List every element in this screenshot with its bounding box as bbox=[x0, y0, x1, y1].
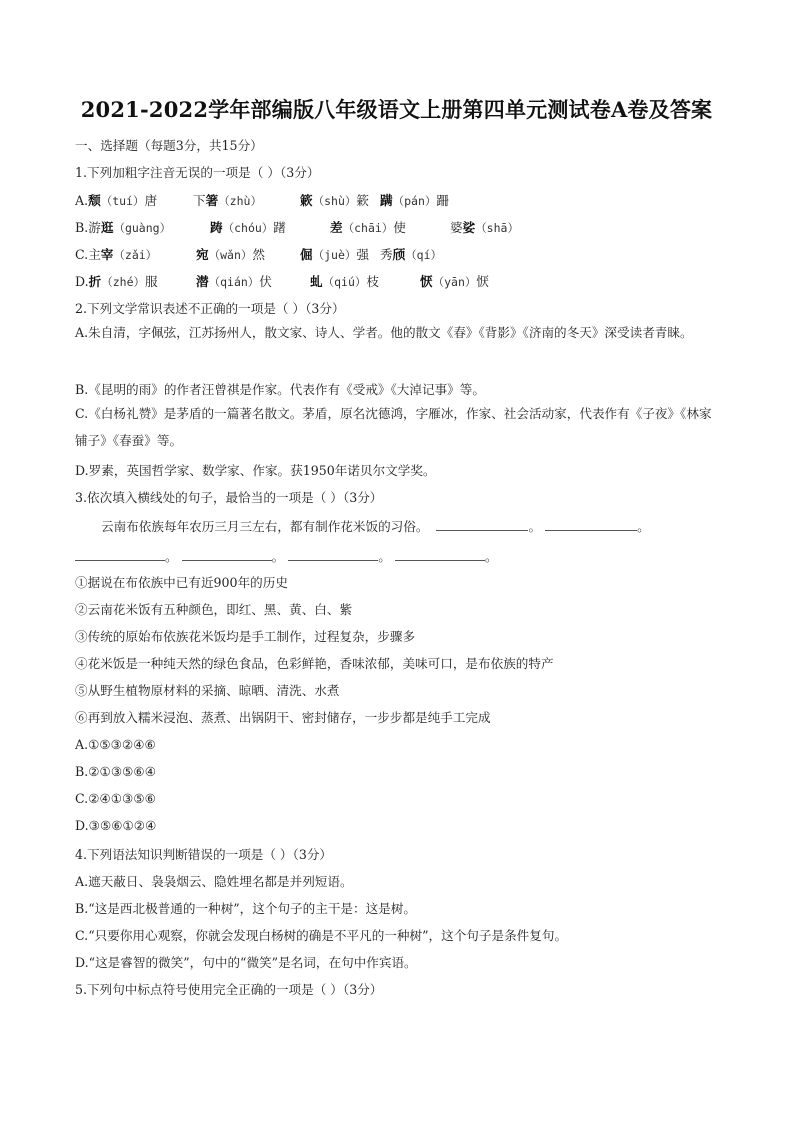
pinyin-item bbox=[450, 219, 519, 237]
option-label: A. bbox=[75, 193, 89, 208]
question-3-option-c: C.②④①③⑤⑥ bbox=[75, 791, 156, 806]
section-heading: 一、选择题（每题3分，共15分） bbox=[75, 138, 263, 153]
pinyin: （qián） bbox=[208, 275, 260, 289]
word-suffix: 使 bbox=[393, 220, 406, 235]
pinyin: （chóu） bbox=[222, 221, 274, 235]
pinyin: （zhù） bbox=[218, 194, 262, 208]
question-2-option-c: C.《白杨礼赞》是茅盾的一篇著名散文。茅盾，原名沈德鸿，字雁冰，作家、社会活动家，代表作有《子夜》《林家铺子》《春蚕》等。 bbox=[75, 406, 712, 448]
blank-period: 。 bbox=[165, 549, 178, 564]
word-suffix: 伏 bbox=[259, 274, 272, 289]
fill-blank-2 bbox=[545, 517, 637, 531]
bold-character: 娑 bbox=[462, 220, 476, 235]
bold-character: 宛 bbox=[196, 247, 209, 262]
option-label: B. bbox=[75, 220, 89, 235]
pinyin-item bbox=[310, 273, 379, 291]
blank-period: 。 bbox=[528, 519, 542, 534]
option-label: D. bbox=[75, 274, 89, 289]
question-3-sentence-6: ⑥再到放入糯米浸泡、蒸煮、出锅阴干、密封储存，一步步都是纯手工完成 bbox=[75, 710, 491, 725]
pinyin: （qí） bbox=[405, 248, 443, 262]
pinyin: （shù） bbox=[312, 194, 357, 208]
pinyin: （zǎi） bbox=[113, 248, 158, 262]
question-2-option-a: A.朱自清，字佩弦，江苏扬州人，散文家、诗人、学者。他的散文《春》《背影》《济南的冬天》深受读者青睐。 bbox=[75, 325, 693, 340]
fill-blank-4 bbox=[182, 547, 272, 561]
bold-character: 虬 bbox=[310, 274, 323, 289]
word-suffix: 躇 bbox=[273, 220, 286, 235]
pinyin: （zhé） bbox=[101, 275, 146, 289]
word-suffix: 枝 bbox=[366, 274, 379, 289]
pinyin-item bbox=[196, 273, 272, 291]
blank-period: 。 bbox=[378, 549, 391, 564]
pinyin-item bbox=[193, 192, 262, 210]
bold-character: 簌 bbox=[300, 193, 313, 208]
word-suffix: 然 bbox=[252, 247, 265, 262]
word-suffix: 强 bbox=[356, 247, 369, 262]
question-3-passage bbox=[75, 517, 650, 536]
bold-character: 颓 bbox=[88, 193, 101, 208]
pinyin: （juè） bbox=[312, 248, 357, 262]
question-4-option-d: D.“这是睿智的微笑”，句中的“微笑”是名词，在句中作宾语。 bbox=[75, 955, 417, 970]
bold-character: 恹 bbox=[420, 274, 433, 289]
word-suffix: 簌 bbox=[356, 193, 369, 208]
question-3-option-a: A.①⑤③②④⑥ bbox=[75, 737, 156, 752]
question-2-option-d: D.罗素，英国哲学家、数学家、作家。获1950年诺贝尔文学奖。 bbox=[75, 463, 436, 478]
bold-character: 颀 bbox=[392, 247, 406, 262]
question-5-stem: 5.下列句中标点符号使用完全正确的一项是（ ）（3分） bbox=[75, 982, 383, 997]
bold-character: 差 bbox=[330, 220, 343, 235]
pinyin: （qiú） bbox=[322, 275, 367, 289]
question-2-stem: 2.下列文学常识表述不正确的一项是（ ）（3分） bbox=[75, 301, 345, 316]
document-title: 2021-2022学年部编版八年级语文上册第四单元测试卷A卷及答案 bbox=[80, 97, 713, 122]
pinyin: （tuí） bbox=[100, 194, 145, 208]
question-3-sentence-1: ①据说在布依族中已有近900年的历史 bbox=[75, 575, 288, 590]
option-label: C. bbox=[75, 247, 89, 262]
pinyin-item bbox=[75, 219, 171, 237]
pinyin: （pán） bbox=[392, 194, 437, 208]
fill-blank-3 bbox=[75, 547, 165, 561]
pinyin-item bbox=[380, 192, 449, 210]
word-suffix: 唐 bbox=[144, 193, 158, 208]
question-3-option-b: B.②①③⑤⑥④ bbox=[75, 764, 156, 779]
bold-character: 踌 bbox=[210, 220, 223, 235]
bold-character: 宰 bbox=[100, 247, 114, 262]
blank-period: 。 bbox=[271, 549, 285, 564]
question-2-option-b: B.《昆明的雨》的作者汪曾祺是作家。代表作有《受戒》《大淖记事》等。 bbox=[75, 382, 485, 397]
pinyin-item bbox=[196, 246, 265, 264]
pinyin-item bbox=[210, 219, 286, 237]
word-prefix: 婆 bbox=[450, 220, 463, 235]
word-suffix: 服 bbox=[145, 274, 158, 289]
blank-period: 。 bbox=[484, 549, 498, 564]
pinyin-item bbox=[300, 192, 369, 210]
question-3-blanks-line bbox=[75, 547, 497, 566]
question-4-stem: 4.下列语法知识判断错误的一项是（ ）（3分） bbox=[75, 847, 333, 862]
question-1-stem: 1.下列加粗字注音无误的一项是（ ）（3分） bbox=[75, 165, 320, 180]
fill-blank-1 bbox=[436, 517, 528, 531]
word-prefix: 主 bbox=[88, 247, 101, 262]
bold-character: 逛 bbox=[100, 220, 114, 235]
blank-period: 。 bbox=[637, 519, 650, 534]
question-3-sentence-3: ③传统的原始布依族花米饭均是手工制作，过程复杂，步骤多 bbox=[75, 629, 416, 644]
pinyin-item bbox=[300, 246, 369, 264]
question-4-option-a: A.遮天蔽日、袅袅烟云、隐姓埋名都是并列短语。 bbox=[75, 874, 353, 889]
word-suffix: 恹 bbox=[476, 274, 489, 289]
bold-character: 蹒 bbox=[380, 193, 393, 208]
word-prefix: 下 bbox=[193, 193, 206, 208]
question-3-sentence-5: ⑤从野生植物原材料的采摘、晾晒、清洗、水煮 bbox=[75, 683, 340, 698]
pinyin: （guàng） bbox=[113, 221, 172, 235]
bold-character: 潜 bbox=[196, 274, 209, 289]
pinyin: （wǎn） bbox=[208, 248, 253, 262]
passage-text: 云南布依族每年农历三月三左右，都有制作花米饭的习俗。 bbox=[101, 519, 429, 534]
pinyin-item bbox=[380, 246, 442, 264]
word-prefix: 秀 bbox=[380, 247, 393, 262]
pinyin-item bbox=[420, 273, 489, 291]
pinyin: （shā） bbox=[475, 221, 519, 235]
bold-character: 折 bbox=[88, 274, 102, 289]
question-4-option-b: B.“这是西北极普通的一种树”，这个句子的主干是：这是树。 bbox=[75, 901, 416, 916]
word-suffix: 跚 bbox=[436, 193, 449, 208]
pinyin: （yān） bbox=[432, 275, 477, 289]
bold-character: 倔 bbox=[300, 247, 313, 262]
word-prefix: 游 bbox=[88, 220, 101, 235]
pinyin-item bbox=[75, 192, 157, 210]
question-3-stem: 3.依次填入横线处的句子，最恰当的一项是（ ）（3分） bbox=[75, 490, 383, 505]
question-3-sentence-4: ④花米饭是一种纯天然的绿色食品，色彩鲜艳，香味浓郁，美味可口，是布依族的特产 bbox=[75, 656, 554, 671]
fill-blank-6 bbox=[395, 547, 485, 561]
pinyin-item bbox=[75, 246, 157, 264]
question-3-option-d: D.③⑤⑥①②④ bbox=[75, 818, 157, 833]
pinyin-item bbox=[75, 273, 158, 291]
pinyin: （chāi） bbox=[342, 221, 394, 235]
pinyin-item bbox=[330, 219, 406, 237]
question-4-option-c: C.“只要你用心观察，你就会发现白杨树的确是不平凡的一种树”，这个句子是条件复句。 bbox=[75, 928, 568, 943]
fill-blank-5 bbox=[288, 547, 378, 561]
bold-character: 箸 bbox=[205, 193, 219, 208]
question-3-sentence-2: ②云南花米饭有五种颜色，即红、黑、黄、白、紫 bbox=[75, 602, 353, 617]
